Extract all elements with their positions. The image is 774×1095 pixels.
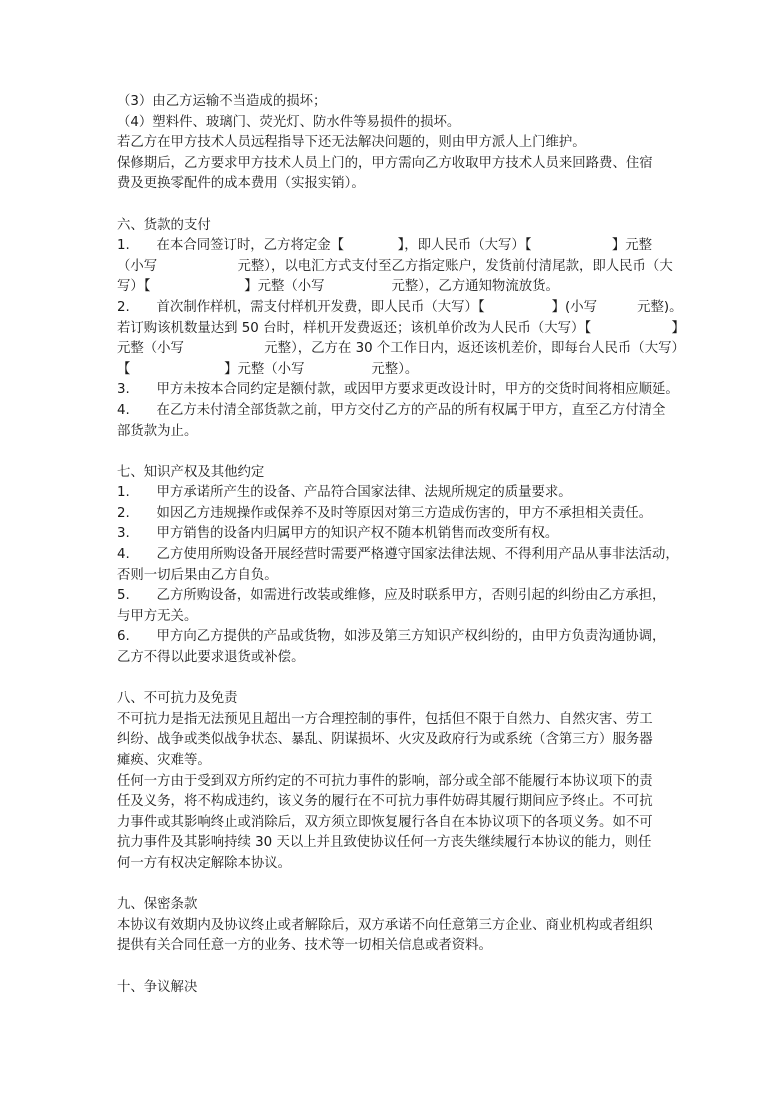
contract-text-body <box>117 92 685 998</box>
text-line: 力事件或其影响终止或消除后，双方须立即恢复履行各自在本协议项下的各项义务。如不可 <box>117 814 653 830</box>
text-line: 十、争议解决 <box>117 979 198 995</box>
blank-line <box>117 442 659 463</box>
text-line: 乙方不得以此要求退货或补偿。 <box>117 650 305 666</box>
blank-line <box>117 669 659 690</box>
text-line: 若乙方在甲方技术人员远程指导下还无法解决问题的，则由甲方派人上门维护。 <box>117 135 586 151</box>
text-line: 保修期后，乙方要求甲方技术人员上门的，甲方需向乙方收取甲方技术人员来回路费、住宿 <box>117 155 653 171</box>
blank-line <box>117 195 659 216</box>
text-line: 费及更换零配件的成本费用（实报实销）。 <box>117 176 365 192</box>
text-line: 任及义务，将不构成违约，该义务的履行在不可抗力事件妨碍其履行期间应予终止。不可抗 <box>117 794 653 810</box>
text-line: （4）塑料件、玻璃门、荧光灯、防水件等易损件的损坏。 <box>117 114 461 130</box>
text-line: 不可抗力是指无法预见且超出一方合理控制的事件，包括但不限于自然力、自然灾害、劳工 <box>117 711 653 727</box>
text-line: 八、不可抗力及免责 <box>117 691 238 707</box>
text-line: 4. 在乙方未付清全部货款之前，甲方交付乙方的产品的所有权属于甲方，直至乙方付清全 <box>117 402 666 418</box>
text-line: 2. 如因乙方违规操作或保养不及时等原因对第三方造成伤害的，甲方不承担相关责任。 <box>117 505 653 521</box>
text-line: 3. 甲方销售的设备内归属甲方的知识产权不随本机销售而改变所有权。 <box>117 526 559 542</box>
text-line: 抗力事件及其影响持续 30 天以上并且致使协议任何一方丧失继续履行本协议的能力，则任 <box>117 835 652 851</box>
text-line: 5. 乙方所购设备，如需进行改装或维修，应及时联系甲方，否则引起的纠纷由乙方承担， <box>117 588 666 604</box>
text-line: 提供有关合同任意一方的业务、技术等一切相关信息或者资料。 <box>117 938 492 954</box>
text-line: 写）【 】元整（小写 元整），乙方通知物流放货。 <box>117 279 559 295</box>
text-line: 瘫痪、灾难等。 <box>117 753 211 768</box>
blank-line <box>117 875 659 896</box>
text-line: 纠纷、战争或类似战争状态、暴乱、阴谋损坏、火灾及政府行为或系统（含第三方）服务器 <box>117 732 653 748</box>
text-line: 任何一方由于受到双方所约定的不可抗力事件的影响，部分或全部不能履行本协议项下的责 <box>117 773 653 789</box>
text-line: （3）由乙方运输不当造成的损坏； <box>117 94 327 109</box>
text-line: 若订购该机数量达到 50 台时，样机开发费返还；该机单价改为人民币（大写）【 】 <box>117 320 685 336</box>
text-line: 1. 甲方承诺所产生的设备、产品符合国家法律、法规所规定的质量要求。 <box>117 485 572 501</box>
text-line: 九、保密条款 <box>117 897 198 913</box>
text-line: 1. 在本合同签订时，乙方将定金【 】，即人民币（大写）【 】元整 <box>117 238 652 254</box>
text-line: 元整（小写 元整），乙方在 30 个工作日内，返还该机差价，即每台人民币（大写） <box>117 341 685 357</box>
text-line: 6. 甲方向乙方提供的产品或货物，如涉及第三方知识产权纠纷的，由甲方负责沟通协调， <box>117 629 666 645</box>
text-line: 本协议有效期内及协议终止或者解除后，双方承诺不向任意第三方企业、商业机构或者组织 <box>117 917 653 933</box>
text-line: （小写 元整），以电汇方式支付至乙方指定账户，发货前付清尾款，即人民币（大 <box>117 258 673 274</box>
text-line: 七、知识产权及其他约定 <box>117 464 265 480</box>
text-line: 否则一切后果由乙方自负。 <box>117 567 278 583</box>
text-line: 与甲方无关。 <box>117 608 198 624</box>
text-line: 六、货款的支付 <box>117 217 211 233</box>
text-line: 部货款为止。 <box>117 423 198 439</box>
blank-line <box>117 957 659 978</box>
text-line: 2. 首次制作样机，需支付样机开发费，即人民币（大写）【 】(小写 元整)。 <box>117 299 683 315</box>
text-line: 何一方有权决定解除本协议。 <box>117 855 292 871</box>
text-line: 【 】元整（小写 元整）。 <box>117 361 419 377</box>
text-line: 4. 乙方使用所购设备开展经营时需要严格遵守国家法律法规、不得利用产品从事非法活动， <box>117 547 679 563</box>
text-line: 3. 甲方未按本合同约定是额付款，或因甲方要求更改设计时，甲方的交货时间将相应顺延。 <box>117 382 679 398</box>
